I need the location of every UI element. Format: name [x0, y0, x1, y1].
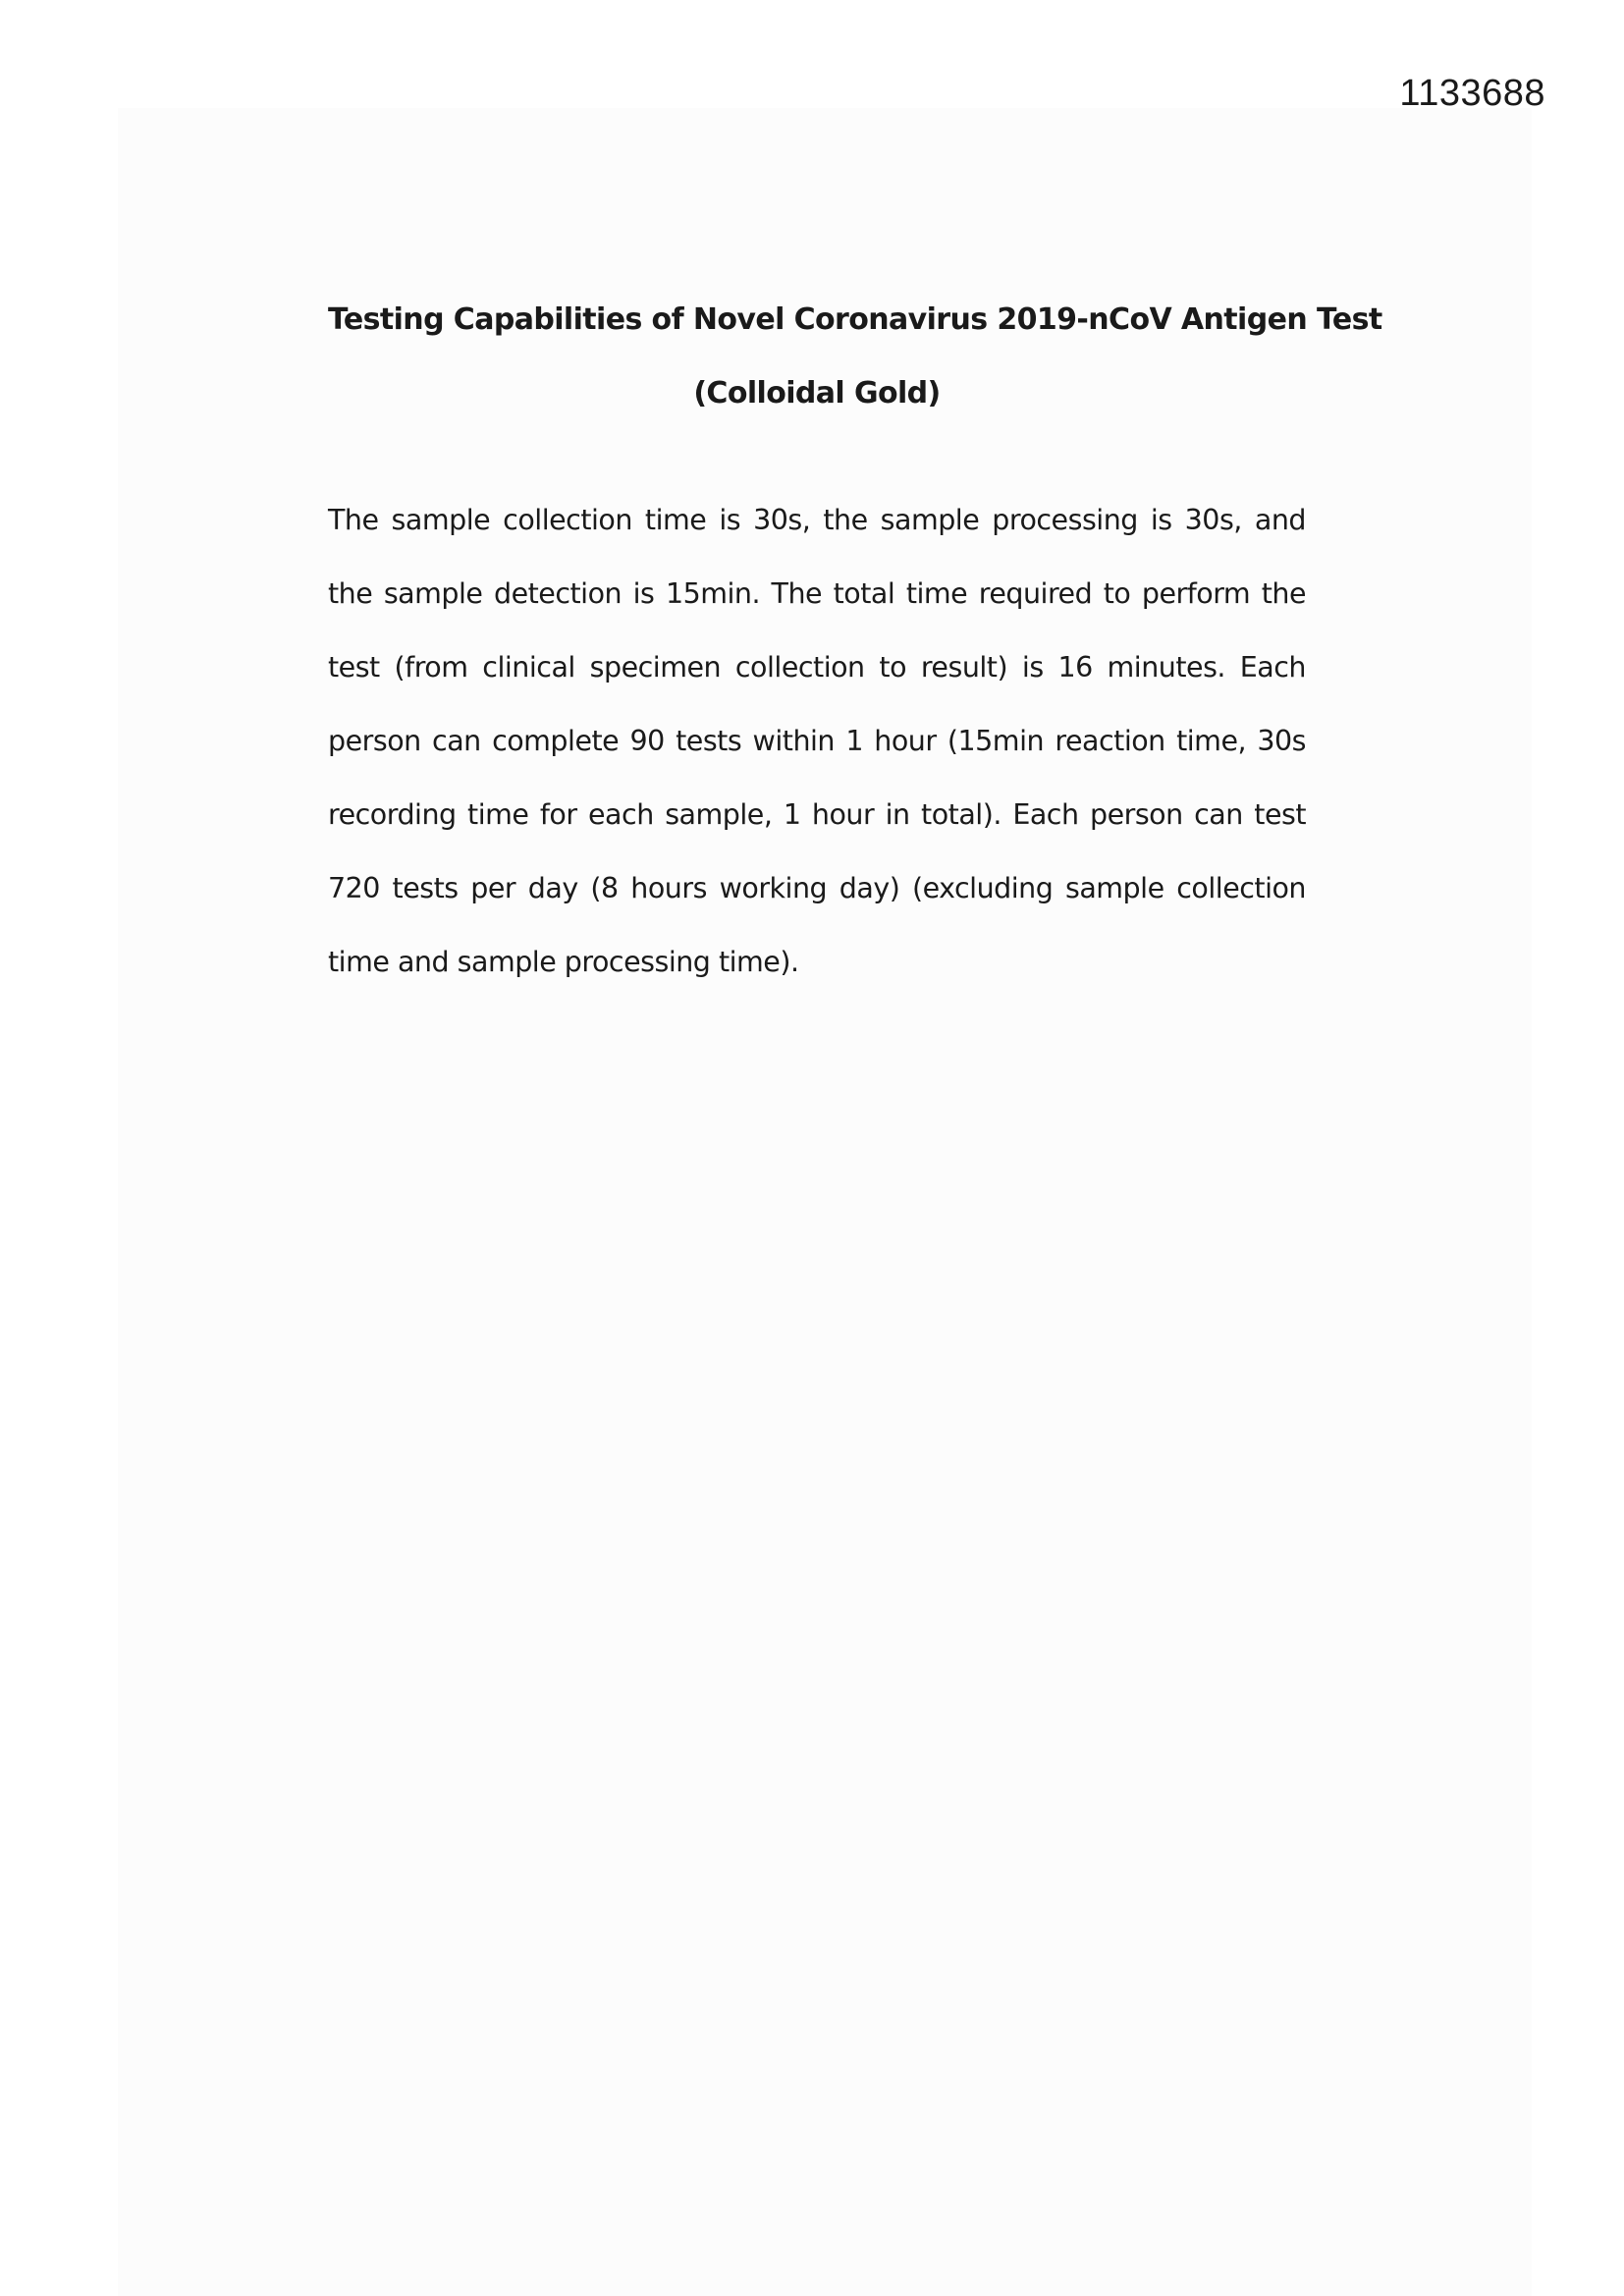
scan-background	[118, 108, 1532, 2296]
document-title-line-1: Testing Capabilities of Novel Coronavirus 2019-nCoV Antigen Test	[328, 302, 1382, 337]
document-number: 1133688	[1399, 73, 1545, 114]
document-title-line-2: (Colloidal Gold)	[693, 376, 941, 410]
body-paragraph: The sample collection time is 30s, the sample processing is 30s, and the sample detection is 15min. The total time required to perform the test (from clinical specimen collection to result) is 16 minutes. Each person can complete 90 tests within 1 hour (15min reaction time, 30s recording time for each sample, 1 hour in total). Each person can test 720 tests per day (8 hours working day) (excluding sample collection time and sample processing time).	[328, 504, 1306, 978]
